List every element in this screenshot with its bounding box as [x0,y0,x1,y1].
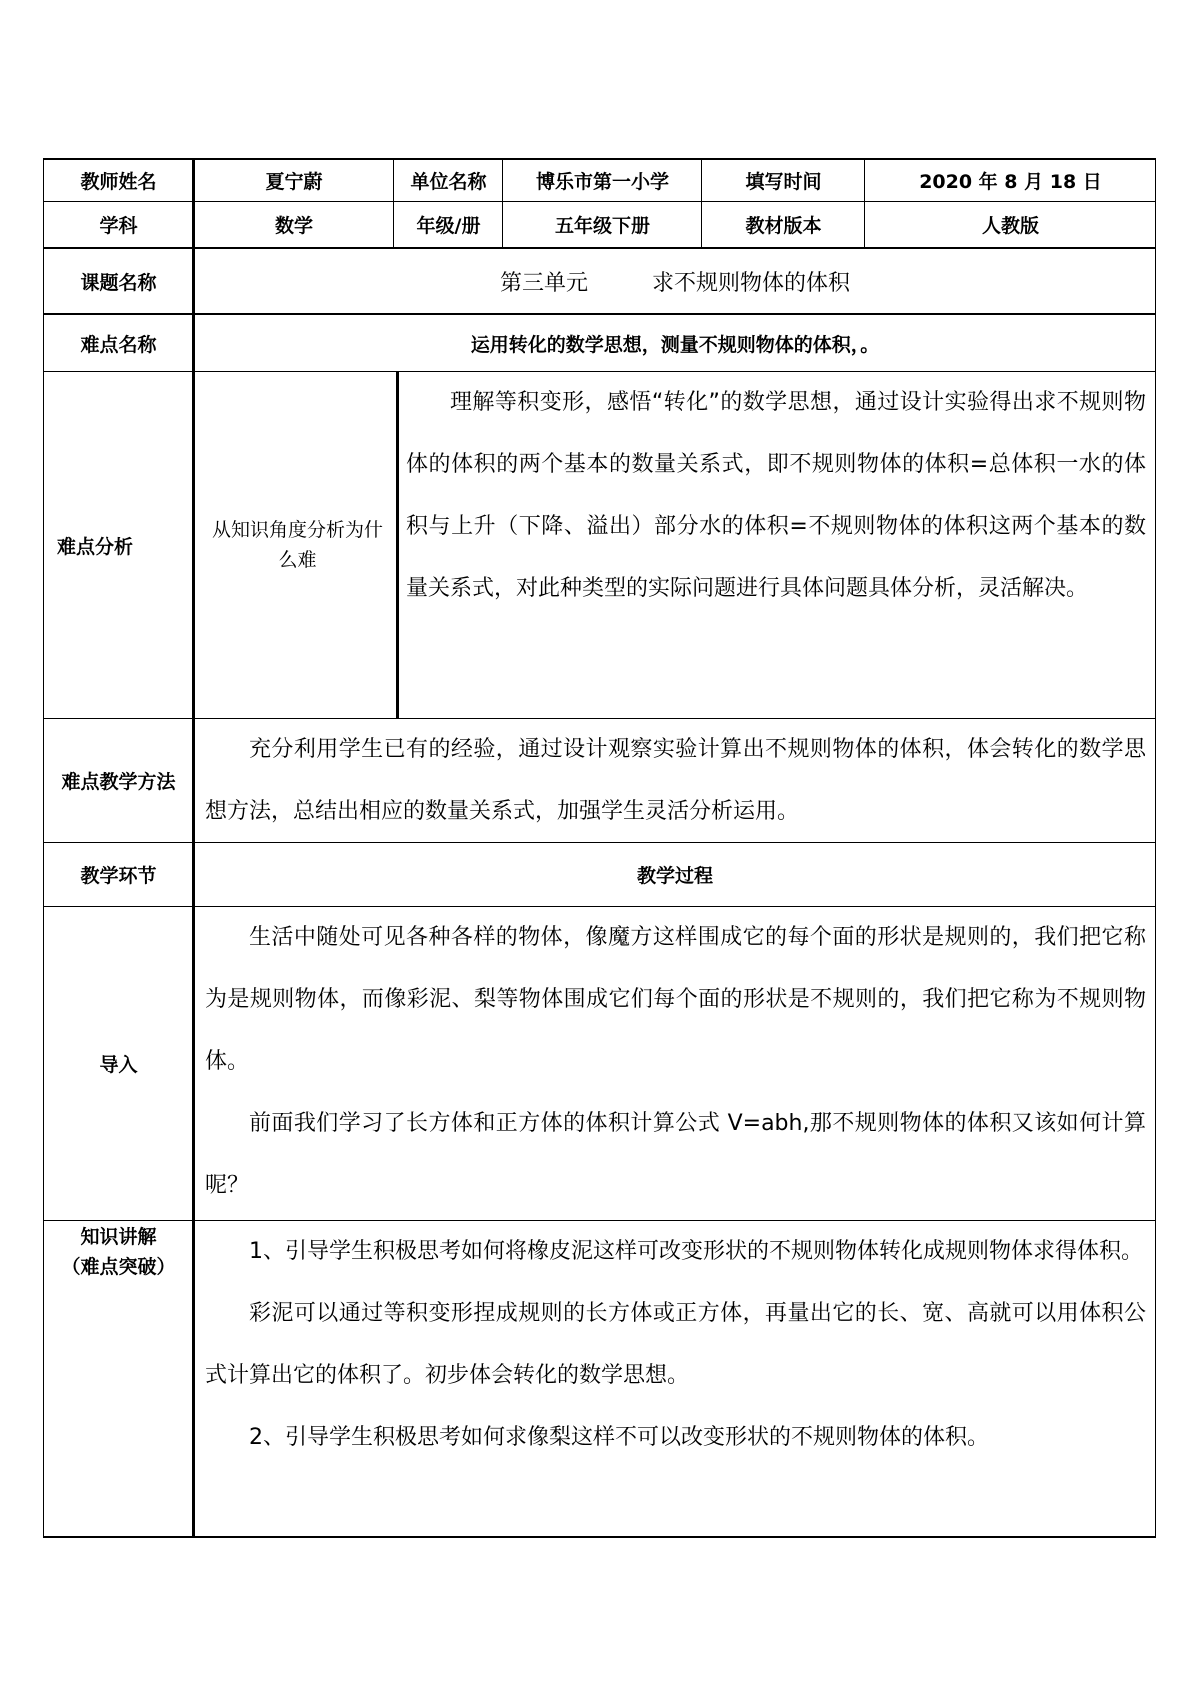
process-header-value: 教学过程 [636,865,713,887]
unit-name-value: 博乐市第一小学 [535,170,669,193]
subject-value: 数学 [274,215,313,237]
difficulty-label: 难点名称 [80,333,157,356]
intro-label: 导入 [99,1054,138,1076]
analysis-sub-label: 从知识角度分析为什么难 [211,519,383,571]
intro-paragraph-2: 前面我们学习了长方体和正方体的体积计算公式 V=abh,那不规则物体的体积又该如何计算呢？ [205,1111,1146,1198]
knowledge-label-line2: （难点突破） [61,1256,176,1278]
intro-paragraph-1: 生活中随处可见各种各样的物体，像魔方这样围成它的每个面的形状是规则的，我们把它称为是规则物体，而像彩泥、梨等物体围成它们每个面的形状是不规则的，我们把它称为不规则物体。 [205,925,1146,1074]
knowledge-paragraph-1: 1、引导学生积极思考如何将橡皮泥这样可改变形状的不规则物体转化成规则物体求得体积。 [249,1239,1144,1264]
knowledge-paragraph-2: 彩泥可以通过等积变形捏成规则的长方体或正方体，再量出它的长、宽、高就可以用体积公式计算出它的体积了。初步体会转化的数学思想。 [205,1301,1146,1388]
topic-unit: 第三单元 [499,270,588,296]
topic-name: 求不规则物体的体积 [652,270,851,296]
topic-title [195,249,1155,313]
teacher-name-label: 教师姓名 [80,170,157,193]
date-label: 填写时间 [745,170,822,193]
teacher-name-value: 夏宁蔚 [265,170,323,193]
method-label: 难点教学方法 [61,771,176,793]
knowledge-text [205,1221,1146,1536]
knowledge-label-line1: 知识讲解 [80,1226,157,1248]
unit-name-label: 单位名称 [410,170,487,193]
edition-label: 教材版本 [745,215,822,237]
method-paragraph: 充分利用学生已有的经验，通过设计观察实验计算出不规则物体的体积，体会转化的数学思想方法，总结出相应的数量关系式，加强学生灵活分析运用。 [205,737,1146,824]
knowledge-label [45,1222,192,1282]
method-text [205,719,1146,842]
topic-label: 课题名称 [80,271,157,294]
subject-label: 学科 [99,215,138,237]
date-value: 2020 年 8 月 18 日 [919,170,1102,193]
edition-value: 人教版 [981,215,1039,237]
difficulty-value: 运用转化的数学思想，测量不规则物体的体积，。 [470,333,880,356]
process-header-label: 教学环节 [80,865,157,887]
intro-text [205,907,1146,1220]
grade-label: 年级/册 [416,215,481,237]
knowledge-paragraph-3: 2、引导学生积极思考如何求像梨这样不可以改变形状的不规则物体的体积。 [249,1425,989,1450]
analysis-paragraph: 理解等积变形，感悟“转化”的数学思想，通过设计实验得出求不规则物体的体积的两个基本的数量关系式，即不规则物体的体积=总体积一水的体积与上升（下降、溢出）部分水的体积=不规则物体的体积这两个基本的数量关系式，对此种类型的实际问题进行具体问题具体分析，灵活解决。 [406,390,1146,601]
grade-value: 五年级下册 [554,215,650,237]
analysis-text [406,372,1146,718]
analysis-label: 难点分析 [57,535,134,558]
